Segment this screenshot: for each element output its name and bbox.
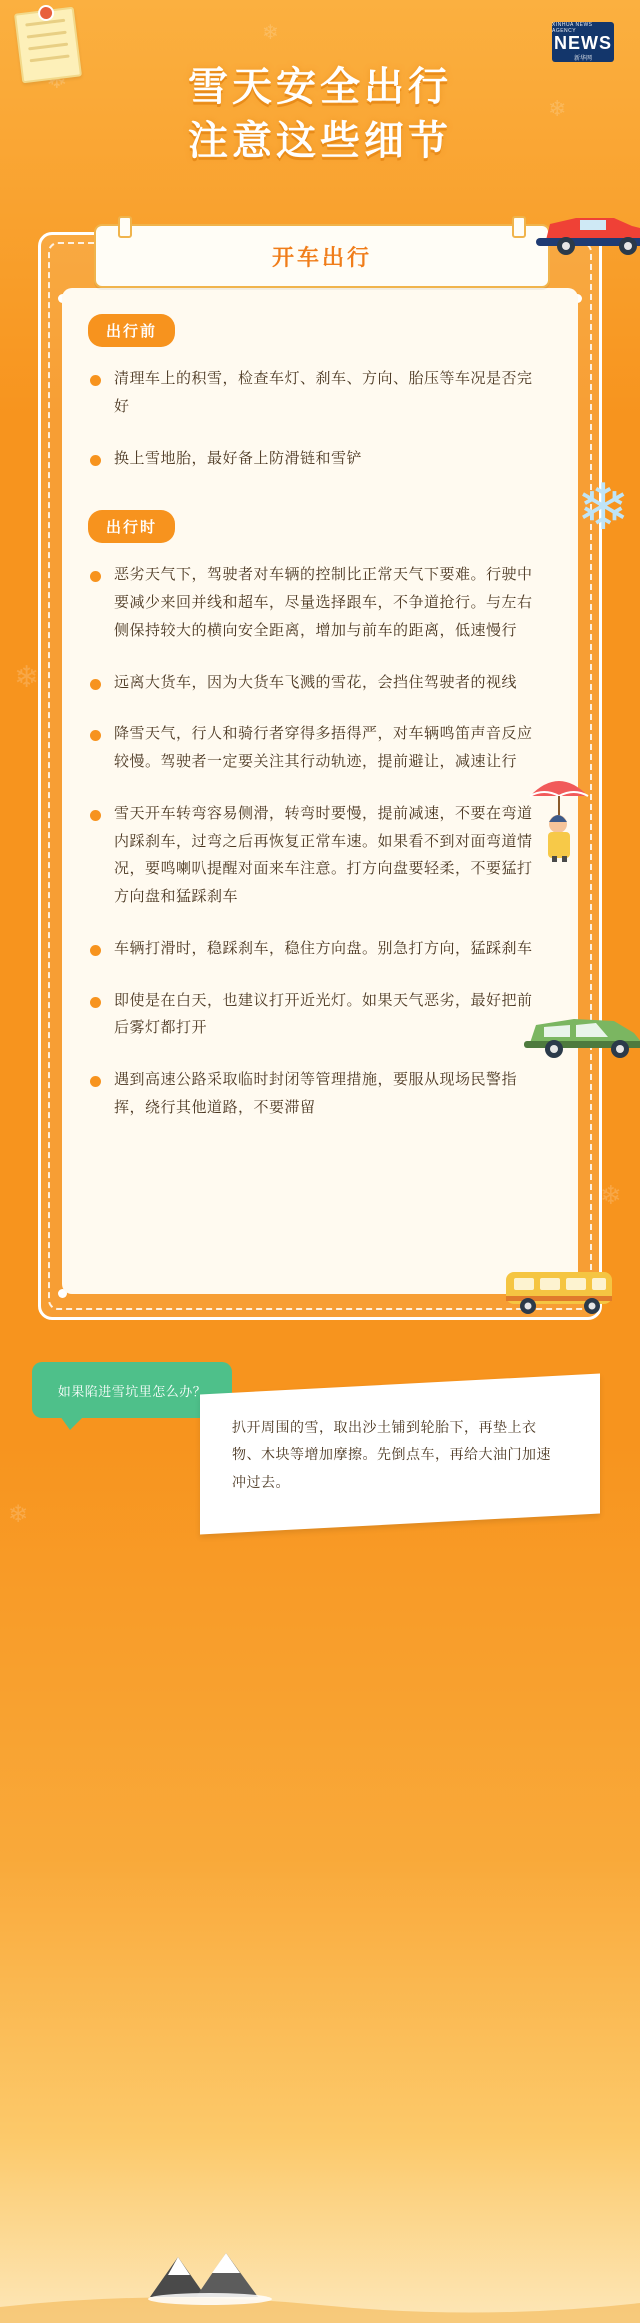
title-line-2: 注意这些细节 [188, 119, 452, 163]
group-0-list [62, 353, 578, 484]
logo-top-line: XINHUA NEWS AGENCY [552, 22, 593, 34]
group-1-list [62, 549, 578, 1133]
yellow-bus-icon [500, 1262, 622, 1320]
list-item: 恶劣天气下，驾驶者对车辆的控制比正常天气下要难。行驶中要减少来回并线和超车，尽量选择跟车，不争道抢行。与左右侧保持较大的横向安全距离，增加与前车的距离，低速慢行 [88, 549, 548, 656]
title-line-1: 雪天安全出行 [188, 65, 452, 109]
logo-main: NEWS [554, 33, 612, 53]
qa-section [0, 1356, 640, 1556]
section-title-plate [94, 224, 550, 288]
group-label: 出行时 [88, 510, 175, 543]
snowflake-icon: ❄ [600, 1180, 622, 1210]
list-item: 换上雪地胎，最好备上防滑链和雪铲 [88, 433, 548, 485]
list-item: 雪天开车转弯容易侧滑，转弯时要慢，提前减速，不要在弯道内踩刹车，过弯之后再恢复正常车速。如果看不到对面弯道情况，要鸣喇叭提醒对面来车注意。打方向盘要轻柔，不要猛打方向盘和猛踩刹车 [88, 788, 548, 923]
group-1-header [88, 510, 578, 543]
snowflake-icon: ❄ [14, 661, 40, 694]
person-with-umbrella-icon [524, 766, 594, 862]
list-item: 降雪天气，行人和骑行者穿得多捂得严，对车辆鸣笛声音反应较慢。驾驶者一定要关注其行动轨迹，提前避让，减速让行 [88, 708, 548, 788]
main-card [38, 232, 602, 1320]
list-item: 车辆打滑时，稳踩刹车，稳住方向盘。别急打方向，猛踩刹车 [88, 923, 548, 975]
plate-tick [118, 216, 132, 238]
news-logo [552, 22, 614, 62]
snowflake-icon: ❄ [576, 471, 630, 543]
snowy-rocks-icon [140, 2235, 280, 2305]
list-item: 即使是在白天，也建议打开近光灯。如果天气恶劣，最好把前后雾灯都打开 [88, 975, 548, 1055]
card-content [62, 288, 578, 1294]
green-car-icon [522, 1003, 640, 1063]
snowflake-icon: ❄ [262, 22, 279, 44]
snowflake-icon: ❄ [8, 1501, 29, 1528]
red-car-icon [536, 196, 640, 260]
plate-tick [512, 216, 526, 238]
ground-decoration [0, 2203, 640, 2323]
list-item: 遇到高速公路采取临时封闭等管理措施，要服从现场民警指挥，绕行其他道路，不要滞留 [88, 1054, 548, 1134]
answer-text: 扒开周围的雪，取出沙土铺到轮胎下，再垫上衣物、木块等增加摩擦。先倒点车，再给大油门加速冲过去。 [232, 1419, 551, 1490]
page-title [0, 60, 640, 168]
group-0-header [88, 314, 578, 347]
logo-sub: 新华网 [573, 56, 592, 62]
list-item: 清理车上的积雪，检查车灯、刹车、方向、胎压等车况是否完好 [88, 353, 548, 433]
snowflake-icon: ❄ [548, 96, 567, 121]
list-item: 远离大货车，因为大货车飞溅的雪花，会挡住驾驶者的视线 [88, 657, 548, 709]
section-title: 开车出行 [271, 244, 372, 270]
question-text: 如果陷进雪坑里怎么办？ [57, 1383, 207, 1399]
group-label: 出行前 [88, 314, 175, 347]
